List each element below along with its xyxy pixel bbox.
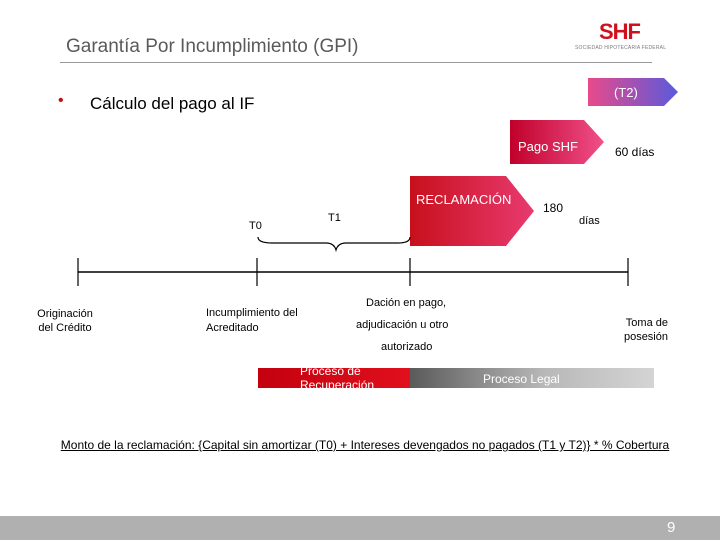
proceso-legal-label: Proceso Legal — [483, 372, 560, 386]
logo-mark: SHF — [599, 19, 640, 44]
page-title: Garantía Por Incumplimiento (GPI) — [66, 36, 359, 57]
logo-subtitle: SOCIEDAD HIPOTECARIA FEDERAL — [575, 45, 667, 51]
bullet-icon: • — [58, 92, 64, 109]
section-subtitle: Cálculo del pago al IF — [90, 94, 255, 113]
t1-label: T1 — [328, 212, 341, 224]
footer-bar — [0, 516, 720, 540]
formula-text: Monto de la reclamación: {Capital sin amortizar (T0) + Intereses devengados no pagados (T1 y T2)} * % Cobertura — [60, 438, 670, 452]
t0-label: T0 — [249, 220, 262, 232]
t2-label: (T2) — [614, 85, 638, 100]
dacion-label-line2: adjudicación u otro — [356, 319, 449, 331]
sixty-days-label: 60 días — [615, 145, 655, 159]
days-vertical-label: días — [579, 215, 600, 227]
reclamacion-label: RECLAMACIÓN — [416, 192, 512, 207]
page-number: 9 — [667, 519, 676, 536]
toma-posesion-label: Toma de posesión — [623, 317, 668, 343]
originacion-label: Originación del Crédito — [37, 308, 93, 334]
incumplimiento-label: Incumplimiento del Acreditado — [206, 307, 298, 334]
dacion-label-line3: autorizado — [381, 341, 433, 353]
one-eighty-label: 180 — [543, 201, 564, 215]
proceso-recuperacion-label: Proceso de Recuperación — [300, 364, 375, 392]
pago-shf-label: Pago SHF — [518, 139, 578, 154]
dacion-label-line1: Dación en pago, — [366, 297, 447, 309]
